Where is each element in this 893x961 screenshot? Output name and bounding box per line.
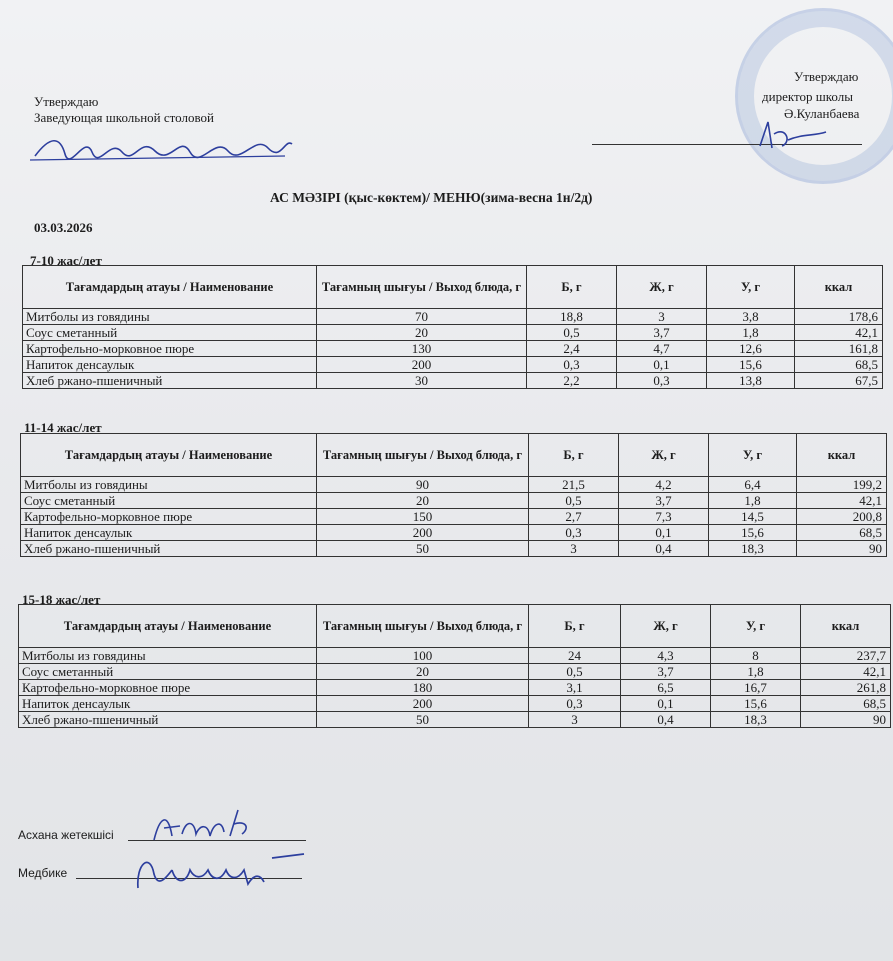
fat-cell: 0,1 <box>619 525 709 541</box>
dish-name: Напиток денсаулык <box>23 357 317 373</box>
protein-cell: 3 <box>529 712 621 728</box>
table-header-row <box>19 605 891 648</box>
kcal-cell: 42,1 <box>795 325 883 341</box>
protein-cell: 0,3 <box>529 525 619 541</box>
column-header: У, г <box>711 605 801 648</box>
left-signature-icon <box>30 126 300 166</box>
column-header: Тағамдардың атауы / Наименование <box>19 605 317 648</box>
section-age-label: 11-14 жас/лет <box>24 420 102 435</box>
approve-right-label: Утверждаю <box>794 69 859 84</box>
kcal-cell: 237,7 <box>801 648 891 664</box>
fat-cell: 3,7 <box>621 664 711 680</box>
protein-cell: 24 <box>529 648 621 664</box>
nurse-signature-icon <box>132 844 312 896</box>
document-title: АС МӘЗІРІ (қыс-көктем)/ МЕНЮ(зима-весна 1н/2д) <box>270 190 593 205</box>
approve-right-title: директор школы <box>762 89 853 104</box>
protein-cell: 0,3 <box>527 357 617 373</box>
dish-name: Картофельно-морковное пюре <box>19 680 317 696</box>
portion-cell: 20 <box>317 493 529 509</box>
fat-cell: 4,3 <box>621 648 711 664</box>
column-header: Ж, г <box>617 266 707 309</box>
dish-name: Хлеб ржано-пшеничный <box>23 373 317 389</box>
column-header: Б, г <box>529 434 619 477</box>
dish-name: Напиток денсаулык <box>19 696 317 712</box>
section-age-label: 15-18 жас/лет <box>22 592 101 607</box>
column-header: Тағамдардың атауы / Наименование <box>23 266 317 309</box>
table-row <box>23 341 883 357</box>
carb-cell: 15,6 <box>707 357 795 373</box>
kcal-cell: 68,5 <box>797 525 887 541</box>
protein-cell: 0,3 <box>529 696 621 712</box>
protein-cell: 0,5 <box>529 664 621 680</box>
kcal-cell: 200,8 <box>797 509 887 525</box>
column-header: Ж, г <box>619 434 709 477</box>
dish-name: Картофельно-морковное пюре <box>21 509 317 525</box>
kcal-cell: 178,6 <box>795 309 883 325</box>
dish-name: Хлеб ржано-пшеничный <box>19 712 317 728</box>
carb-cell: 15,6 <box>711 696 801 712</box>
kcal-cell: 161,8 <box>795 341 883 357</box>
protein-cell: 21,5 <box>529 477 619 493</box>
director-signature-icon <box>752 116 832 156</box>
fat-cell: 3,7 <box>619 493 709 509</box>
table-row <box>19 648 891 664</box>
table-row <box>21 509 887 525</box>
dish-name: Митболы из говядины <box>21 477 317 493</box>
table-row <box>19 664 891 680</box>
carb-cell: 1,8 <box>707 325 795 341</box>
protein-cell: 2,7 <box>529 509 619 525</box>
column-header: Тағамның шығуы / Выход блюда, г <box>317 266 527 309</box>
fat-cell: 4,7 <box>617 341 707 357</box>
fat-cell: 4,2 <box>619 477 709 493</box>
menu-table <box>18 604 891 728</box>
table-row <box>21 493 887 509</box>
column-header: Б, г <box>527 266 617 309</box>
table-row <box>21 525 887 541</box>
portion-cell: 20 <box>317 325 527 341</box>
protein-cell: 2,2 <box>527 373 617 389</box>
dish-name: Картофельно-морковное пюре <box>23 341 317 357</box>
column-header: Тағамның шығуы / Выход блюда, г <box>317 434 529 477</box>
table-row <box>19 696 891 712</box>
fat-cell: 3,7 <box>617 325 707 341</box>
table-header-row <box>23 266 883 309</box>
approve-left-label: Утверждаю <box>34 94 99 109</box>
fat-cell: 0,1 <box>621 696 711 712</box>
carb-cell: 18,3 <box>709 541 797 557</box>
carb-cell: 8 <box>711 648 801 664</box>
column-header: У, г <box>709 434 797 477</box>
dish-name: Хлеб ржано-пшеничный <box>21 541 317 557</box>
table-header-row <box>21 434 887 477</box>
dish-name: Соус сметанный <box>23 325 317 341</box>
column-header: Тағамдардың атауы / Наименование <box>21 434 317 477</box>
section-age-label: 7-10 жас/лет <box>30 253 102 268</box>
dish-name: Соус сметанный <box>19 664 317 680</box>
fat-cell: 0,4 <box>621 712 711 728</box>
portion-cell: 200 <box>317 696 529 712</box>
protein-cell: 18,8 <box>527 309 617 325</box>
menu-table <box>22 265 883 389</box>
fat-cell: 6,5 <box>621 680 711 696</box>
table-row <box>23 309 883 325</box>
portion-cell: 90 <box>317 477 529 493</box>
column-header: Ж, г <box>621 605 711 648</box>
dish-name: Митболы из говядины <box>19 648 317 664</box>
fat-cell: 3 <box>617 309 707 325</box>
carb-cell: 13,8 <box>707 373 795 389</box>
kcal-cell: 90 <box>797 541 887 557</box>
portion-cell: 50 <box>317 712 529 728</box>
protein-cell: 3,1 <box>529 680 621 696</box>
portion-cell: 50 <box>317 541 529 557</box>
fat-cell: 0,3 <box>617 373 707 389</box>
kcal-cell: 261,8 <box>801 680 891 696</box>
protein-cell: 0,5 <box>529 493 619 509</box>
portion-cell: 70 <box>317 309 527 325</box>
table-row <box>19 680 891 696</box>
carb-cell: 18,3 <box>711 712 801 728</box>
protein-cell: 2,4 <box>527 341 617 357</box>
carb-cell: 14,5 <box>709 509 797 525</box>
column-header: ккал <box>797 434 887 477</box>
approve-left-title: Заведующая школьной столовой <box>34 110 214 125</box>
carb-cell: 12,6 <box>707 341 795 357</box>
carb-cell: 1,8 <box>711 664 801 680</box>
carb-cell: 16,7 <box>711 680 801 696</box>
kcal-cell: 68,5 <box>795 357 883 373</box>
menu-table <box>20 433 887 557</box>
fat-cell: 0,1 <box>617 357 707 373</box>
table-row <box>23 325 883 341</box>
kcal-cell: 68,5 <box>801 696 891 712</box>
column-header: ккал <box>795 266 883 309</box>
carb-cell: 6,4 <box>709 477 797 493</box>
kcal-cell: 42,1 <box>797 493 887 509</box>
portion-cell: 150 <box>317 509 529 525</box>
fat-cell: 7,3 <box>619 509 709 525</box>
table-row <box>19 712 891 728</box>
dish-name: Напиток денсаулык <box>21 525 317 541</box>
portion-cell: 200 <box>317 525 529 541</box>
portion-cell: 100 <box>317 648 529 664</box>
chef-signature-icon <box>150 806 260 846</box>
column-header: ккал <box>801 605 891 648</box>
carb-cell: 1,8 <box>709 493 797 509</box>
kcal-cell: 67,5 <box>795 373 883 389</box>
director-name: Ә.Куланбаева <box>784 106 860 121</box>
column-header: Тағамның шығуы / Выход блюда, г <box>317 605 529 648</box>
carb-cell: 3,8 <box>707 309 795 325</box>
protein-cell: 3 <box>529 541 619 557</box>
table-row <box>23 373 883 389</box>
column-header: Б, г <box>529 605 621 648</box>
portion-cell: 30 <box>317 373 527 389</box>
document-date: 03.03.2026 <box>34 220 93 235</box>
kcal-cell: 42,1 <box>801 664 891 680</box>
dish-name: Митболы из говядины <box>23 309 317 325</box>
fat-cell: 0,4 <box>619 541 709 557</box>
table-row <box>21 541 887 557</box>
portion-cell: 20 <box>317 664 529 680</box>
portion-cell: 130 <box>317 341 527 357</box>
portion-cell: 200 <box>317 357 527 373</box>
kcal-cell: 90 <box>801 712 891 728</box>
carb-cell: 15,6 <box>709 525 797 541</box>
table-row <box>23 357 883 373</box>
portion-cell: 180 <box>317 680 529 696</box>
nurse-label: Медбике <box>18 866 68 880</box>
table-row <box>21 477 887 493</box>
protein-cell: 0,5 <box>527 325 617 341</box>
dish-name: Соус сметанный <box>21 493 317 509</box>
kcal-cell: 199,2 <box>797 477 887 493</box>
chef-label: Асхана жетекшісі <box>18 828 114 842</box>
column-header: У, г <box>707 266 795 309</box>
